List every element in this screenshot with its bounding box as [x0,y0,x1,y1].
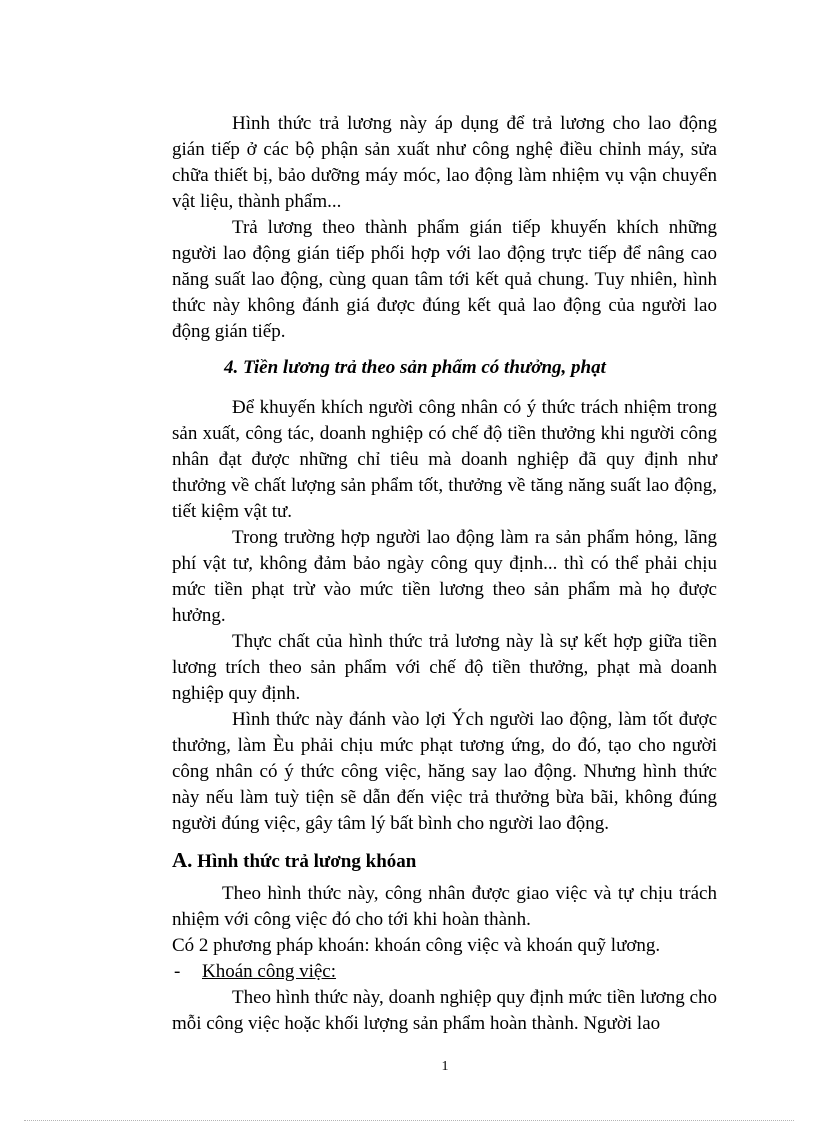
section-a-heading [172,847,717,875]
paragraph-piecework-methods: Có 2 phương pháp khoán: khoán công việc và khoán quỹ lương. [172,935,661,956]
section-4-heading: 4. Tiền lương trả theo sản phẩm có thưởng, phạt [224,357,606,378]
paragraph-bonus-incentive: Để khuyến khích người công nhân có ý thức trách nhiệm trong sản xuất, công tác, doanh nghiệp có chế độ tiền thưởng khi người công nhân đạt được những chỉ tiêu mà doanh nghiệp đã quy định như thưởng về chất lượng sản phẩm tốt, thưởng về tăng năng suất lao động, tiết kiệm vật tư. [172,397,717,522]
page-number: 1 [441,1059,449,1074]
paragraph-piecework-intro: Theo hình thức này, công nhân được giao việc và tự chịu trách nhiệm với công việc đó cho tới khi hoàn thành. [172,883,717,930]
bullet-item-job-contract [172,959,717,985]
document-body [172,111,717,1037]
page-bottom-border [24,1120,794,1121]
paragraph-job-contract: Theo hình thức này, doanh nghiệp quy định mức tiền lương cho mỗi công việc hoặc khối lượng sản phẩm hoàn thành. Người lao [172,987,717,1034]
paragraph-penalty: Trong trường hợp người lao động làm ra sản phẩm hỏng, lãng phí vật tư, không đảm bảo ngày công quy định... thì có thể phải chịu mức tiền phạt trừ vào mức tiền lương theo sản phẩm mà họ được hưởng. [172,527,717,626]
bullet-label: Khoán công việc: [202,961,337,982]
paragraph-essence: Thực chất của hình thức trả lương này là sự kết hợp giữa tiền lương trích theo sản phẩm với chế độ tiền thưởng, phạt mà doanh nghiệp quy định. [172,631,717,704]
section-a-title: Hình thức trả lương khóan [197,851,417,872]
section-a-letter: A. [172,848,193,872]
paragraph-indirect-labor: Hình thức trả lương này áp dụng để trả lương cho lao động gián tiếp ở các bộ phận sản xuất như công nghệ điều chỉnh máy, sửa chữa thiết bị, bảo dưỡng máy móc, lao động làm nhiệm vụ vận chuyển vật liệu, thành phẩm... [172,113,717,212]
paragraph-effects: Hình thức này đánh vào lợi Ých người lao động, làm tốt được thưởng, làm Èu phải chịu mức phạt tương ứng, do đó, tạo cho người công nhân có ý thức công việc, hăng say lao động. Nhưng hình thức này nếu làm tuỳ tiện sẽ dẫn đến việc trả thưởng bừa bãi, không đúng người đúng việc, gây tâm lý bất bình cho người lao động. [172,709,717,834]
paragraph-indirect-product-pay: Trả lương theo thành phẩm gián tiếp khuyến khích những người lao động gián tiếp phối hợp với lao động trực tiếp để nâng cao năng suất lao động, cùng quan tâm tới kết quả chung. Tuy nhiên, hình thức này không đánh giá được đúng kết quả lao động của người lao động gián tiếp. [172,217,717,342]
bullet-dash: - [174,961,181,982]
